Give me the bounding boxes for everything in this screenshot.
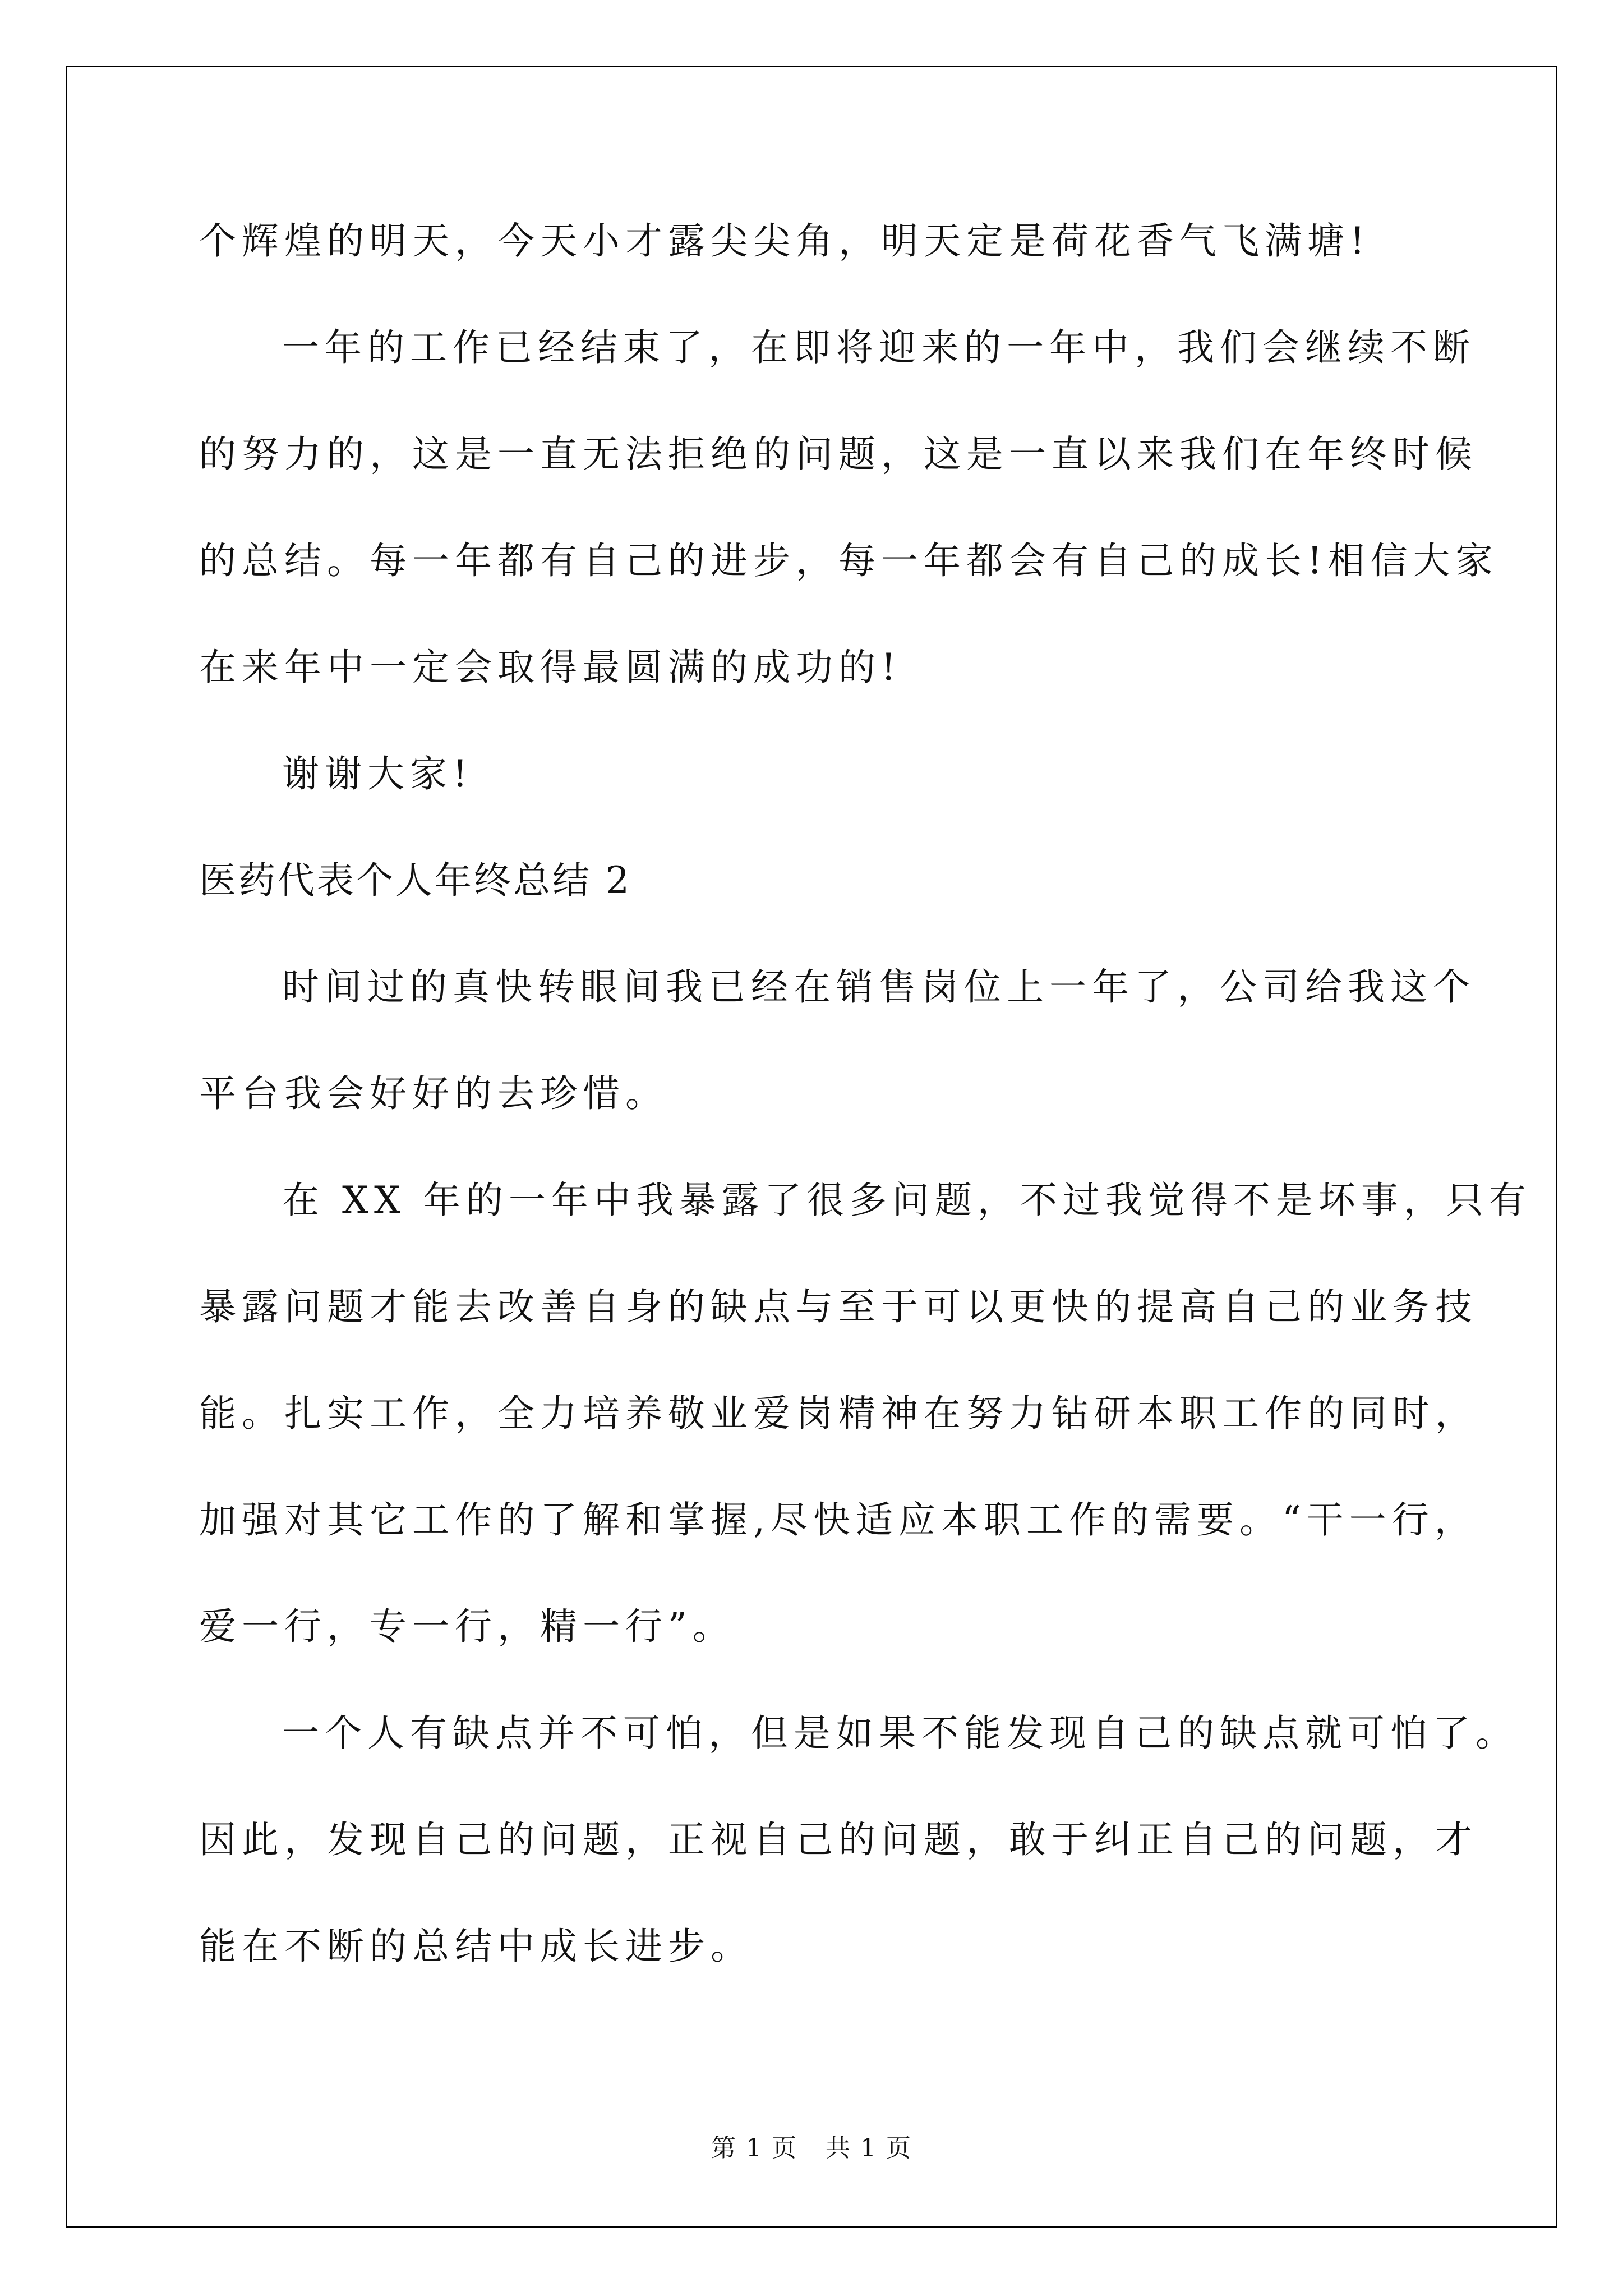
paragraph-line: 加强对其它工作的了解和掌握,尽快适应本职工作的需要。“干一行， [199,1498,1477,1542]
page-total: 共 1 页 [826,2134,912,2162]
paragraph-line: 能。扎实工作，全力培养敬业爱岗精神在努力钻研本职工作的同时， [199,1392,1478,1435]
paragraph-line: 的总结。每一年都有自己的进步，每一年都会有自己的成长!相信大家 [199,539,1498,582]
paragraph-line: 谢谢大家! [282,752,473,795]
paragraph-line: 因此，发现自己的问题，正视自己的问题，敢于纠正自己的问题，才 [199,1818,1478,1861]
paragraph-line: 能在不断的总结中成长进步。 [199,1925,753,1968]
paragraph-line: 平台我会好好的去珍惜。 [199,1072,668,1115]
paragraph-line: 个辉煌的明天，今天小才露尖尖角，明天定是荷花香气飞满塘! [199,219,1371,263]
paragraph-line: 一个人有缺点并不可怕，但是如果不能发现自己的缺点就可怕了。 [282,1711,1518,1755]
paragraph-line: 的努力的，这是一直无法拒绝的问题，这是一直以来我们在年终时候 [199,432,1478,476]
document-body [199,213,1532,2025]
paragraph-line: 一年的工作已经结束了，在即将迎来的一年中，我们会继续不断 [282,326,1476,369]
paragraph-line: 暴露问题才能去改善自身的缺点与至于可以更快的提高自己的业务技 [199,1285,1478,1328]
paragraph-line: 在 XX 年的一年中我暴露了很多问题，不过我觉得不是坏事，只有 [282,1179,1532,1222]
paragraph-line: 在来年中一定会取得最圆满的成功的! [199,646,902,689]
paragraph-line: 爱一行，专一行，精一行”。 [199,1605,735,1648]
page-footer [0,2132,1623,2165]
section-heading: 医药代表个人年终总结 2 [199,859,631,902]
paragraph-line: 时间过的真快转眼间我已经在销售岗位上一年了，公司给我这个 [282,965,1476,1009]
page-number: 第 1 页 [711,2134,797,2162]
